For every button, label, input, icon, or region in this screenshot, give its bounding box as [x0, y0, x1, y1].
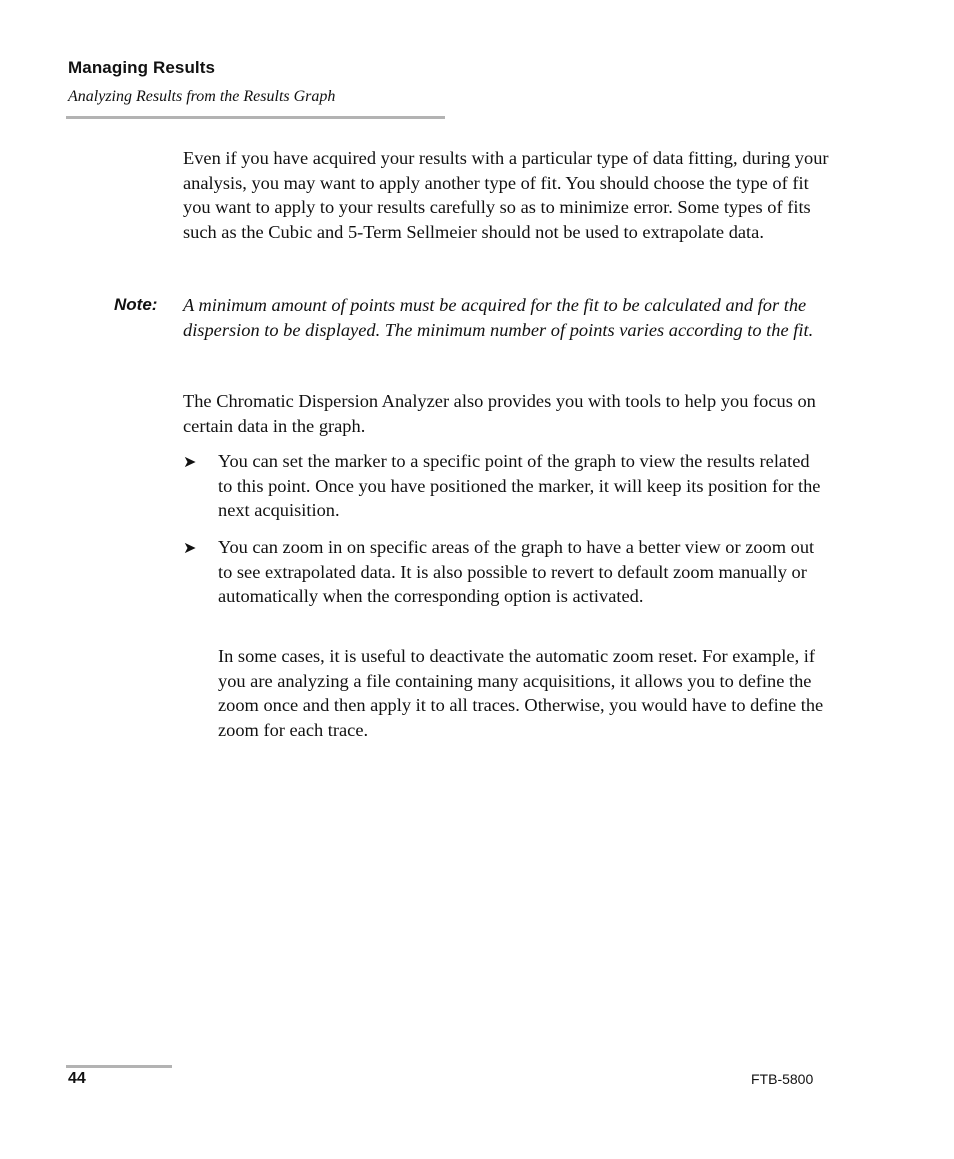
bullet-arrow-icon: ➤	[183, 452, 197, 471]
section-title: Managing Results	[68, 58, 216, 77]
page-number: 44	[68, 1070, 86, 1087]
header-divider	[66, 116, 445, 119]
footer-divider	[66, 1065, 172, 1068]
intro-paragraph: Even if you have acquired your results with a particular type of data fitting, during your analysis, you may want to apply another type of fit. You should choose the type of fit you want to apply to your results carefully so as to minimize error. Some types of fits such as the Cubic and 5-Term Sellmeier should not be used to extrapolate data.	[183, 148, 829, 242]
note-text: A minimum amount of points must be acquired for the fit to be calculated and for the dispersion to be displayed. The minimum number of points varies according to the fit.	[183, 295, 814, 340]
note-label: Note:	[114, 295, 158, 314]
bullet-item-marker: You can set the marker to a specific point of the graph to view the results related to this point. Once you have positioned the marker, it will keep its position for the next acquisition.	[218, 451, 821, 520]
product-name: FTB-5800	[751, 1071, 814, 1087]
subsection-title: Analyzing Results from the Results Graph	[68, 88, 336, 105]
tools-paragraph: The Chromatic Dispersion Analyzer also provides you with tools to help you focus on certain data in the graph.	[183, 391, 816, 436]
bullet-arrow-icon: ➤	[183, 538, 197, 557]
bullet-item-zoom: You can zoom in on specific areas of the graph to have a better view or zoom out to see extrapolated data. It is also possible to revert to default zoom manually or automatically when the corresponding option is activated.	[218, 537, 815, 606]
zoom-followup-paragraph: In some cases, it is useful to deactivate the automatic zoom reset. For example, if you are analyzing a file containing many acquisitions, it allows you to define the zoom once and then apply it to all traces. Otherwise, you would have to define the zoom for each trace.	[218, 646, 824, 740]
